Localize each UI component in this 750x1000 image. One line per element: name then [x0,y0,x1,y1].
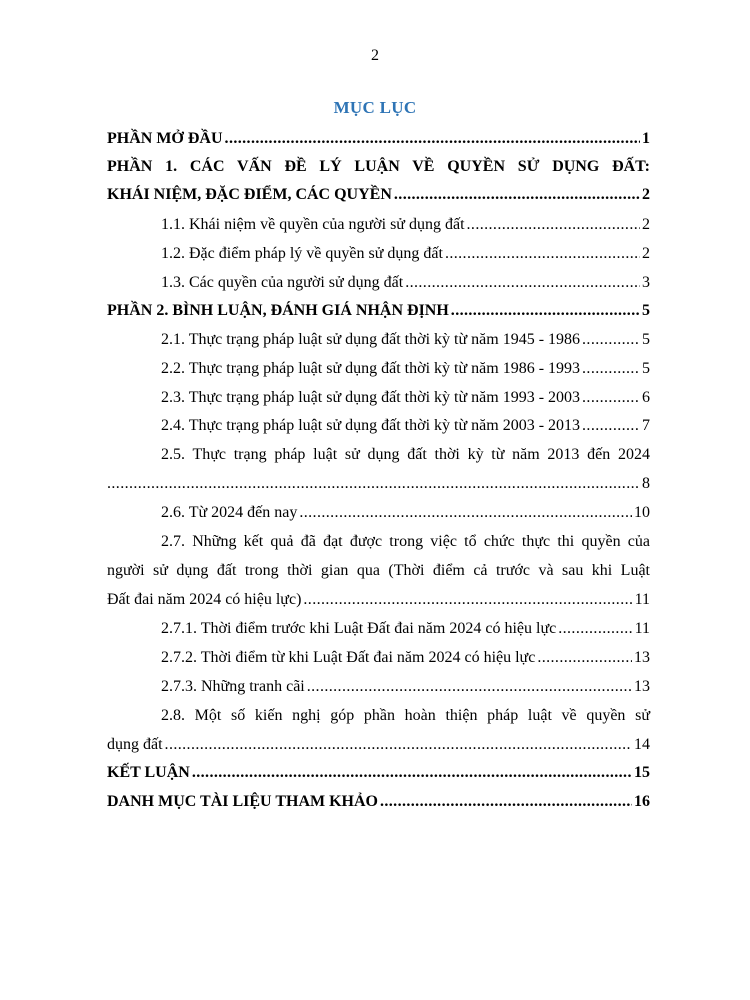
toc-entry-label: 1.1. Khái niệm về quyền của người sử dụng đất [161,216,465,233]
toc-entry-page: 14 [634,736,650,753]
toc-entry-2-5[interactable] [107,472,650,496]
toc-entry-page: 11 [634,591,650,608]
toc-entry-label: 2.4. Thực trạng pháp luật sử dụng đất thời kỳ từ năm 2003 - 2013 [161,417,581,434]
toc-entry-2-4[interactable] [107,414,650,438]
dot-leader [394,183,640,207]
toc-entry-page: 7 [642,417,650,434]
toc-entry-page: 5 [642,302,650,319]
dot-leader [165,733,632,757]
dot-leader [107,472,640,496]
toc-entry-2-1[interactable] [107,328,650,352]
toc-entry-page: 5 [642,331,650,348]
toc-entry-page: 2 [642,245,650,262]
toc-entry-label: 2.1. Thực trạng pháp luật sử dụng đất thời kỳ từ năm 1945 - 1986 [161,331,581,348]
toc-entry-label: PHẦN 2. BÌNH LUẬN, ĐÁNH GIÁ NHẬN ĐỊNH [107,302,449,319]
toc-entry-label: Đất đai năm 2024 có hiệu lực) [107,591,302,608]
dot-leader [225,127,640,151]
dot-leader [582,414,640,438]
toc-entry-intro[interactable] [107,127,650,151]
toc-entry-page: 16 [634,793,650,810]
toc-entry-2-7[interactable] [107,588,650,612]
toc-entry-page: 8 [642,475,650,492]
toc-entry-part2[interactable] [107,299,650,323]
toc-entry-label: 2.2. Thực trạng pháp luật sử dụng đất thời kỳ từ năm 1986 - 1993 [161,360,581,377]
toc-entry-label: 1.3. Các quyền của người sử dụng đất [161,274,404,291]
toc-entry-2-7-line2[interactable]: người sử dụng đất trong thời gian qua (Thời điểm cả trước và sau khi Luật [107,562,650,579]
toc-entry-page: 10 [634,504,650,521]
toc-entry-page: 1 [642,130,650,147]
toc-entry-page: 3 [642,274,650,291]
dot-leader [582,328,640,352]
toc-entry-2-8[interactable] [107,733,650,757]
dot-leader [582,386,640,410]
toc-entry-references[interactable] [107,790,650,814]
toc-entry-label: 2.7.1. Thời điểm trước khi Luật Đất đai năm 2024 có hiệu lực [161,620,557,637]
dot-leader [380,790,632,814]
toc-entry-2-7-2[interactable] [107,646,650,670]
toc-entry-part1[interactable] [107,183,650,207]
toc-entry-1-3[interactable] [107,271,650,295]
toc-entry-page: 13 [634,649,650,666]
toc-entry-label: 2.7.2. Thời điểm từ khi Luật Đất đai năm 2024 có hiệu lực [161,649,536,666]
toc-entry-2-2[interactable] [107,357,650,381]
toc-entry-page: 2 [642,186,650,203]
toc-entry-2-8-line1[interactable]: 2.8. Một số kiến nghị góp phần hoàn thiện pháp luật về quyền sử [161,707,650,724]
toc-entry-2-7-1[interactable] [107,617,650,641]
toc-entry-part1-line1[interactable]: PHẦN 1. CÁC VẤN ĐỀ LÝ LUẬN VỀ QUYỀN SỬ DỤNG ĐẤT: [107,158,650,175]
toc-entry-page: 11 [634,620,650,637]
page-number: 2 [371,47,379,64]
toc-title: MỤC LỤC [333,98,417,117]
toc-entry-page: 15 [634,764,650,781]
toc-entry-2-6[interactable] [107,501,650,525]
toc-entry-label: KẾT LUẬN [107,764,190,781]
dot-leader [582,357,640,381]
toc-entry-2-7-3[interactable] [107,675,650,699]
dot-leader [303,588,632,612]
dot-leader [467,213,640,237]
dot-leader [299,501,632,525]
dot-leader [537,646,632,670]
dot-leader [307,675,632,699]
toc-entry-label: PHẦN MỞ ĐẦU [107,130,223,147]
toc-entry-page: 13 [634,678,650,695]
toc-entry-label: KHÁI NIỆM, ĐẶC ĐIỂM, CÁC QUYỀN [107,186,392,203]
toc-entry-page: 5 [642,360,650,377]
toc-entry-label: 2.3. Thực trạng pháp luật sử dụng đất thời kỳ từ năm 1993 - 2003 [161,389,581,406]
toc-entry-2-5-line1[interactable]: 2.5. Thực trạng pháp luật sử dụng đất thời kỳ từ năm 2013 đến 2024 [161,446,650,463]
toc-entry-2-7-line1[interactable]: 2.7. Những kết quả đã đạt được trong việc tổ chức thực thi quyền của [161,533,650,550]
toc-entry-2-3[interactable] [107,386,650,410]
toc-entry-1-2[interactable] [107,242,650,266]
dot-leader [558,617,632,641]
toc-entry-1-1[interactable] [107,213,650,237]
toc-entry-label: 1.2. Đặc điểm pháp lý về quyền sử dụng đất [161,245,443,262]
toc-entry-label: 2.7.3. Những tranh cãi [161,678,305,695]
toc-entry-label: dụng đất [107,736,163,753]
dot-leader [405,271,640,295]
dot-leader [451,299,640,323]
dot-leader [192,761,632,785]
toc-entry-page: 2 [642,216,650,233]
toc-entry-page: 6 [642,389,650,406]
toc-entry-label: DANH MỤC TÀI LIỆU THAM KHẢO [107,793,378,810]
toc-entry-label: 2.6. Từ 2024 đến nay [161,504,298,521]
dot-leader [445,242,640,266]
toc-entry-conclusion[interactable] [107,761,650,785]
